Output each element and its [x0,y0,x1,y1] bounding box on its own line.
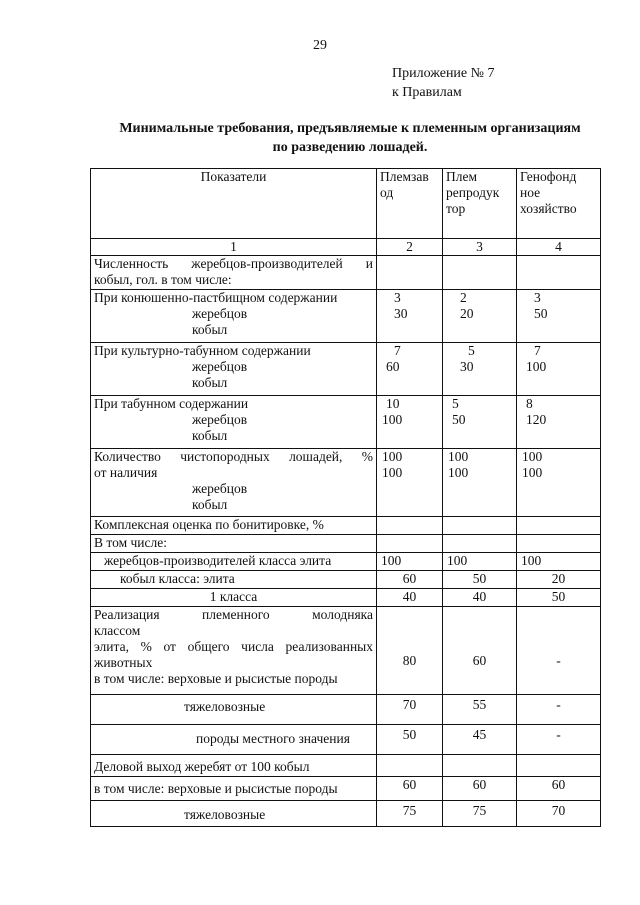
value-stallions: 100 [448,449,469,464]
sub-label-mares: кобыл [192,375,228,390]
value-cell: 45 [443,725,517,755]
value-cell: 50 [377,725,443,755]
table-row [91,725,601,755]
appendix-reference [392,64,495,102]
table-row [91,553,601,571]
row-label-text: тяжеловозные [184,807,266,822]
table-header-row [91,169,601,239]
row-label-text: жеребцов-производителей класса элита [104,553,332,568]
header-breeding-reproducer [443,169,517,239]
value-cell [517,449,601,517]
row-label-line: Реализация племенного молодняка [94,607,373,622]
sub-label-stallions: жеребцов [192,481,248,496]
row-title: При конюшенно-пастбищном содержании [94,290,338,305]
value-cell [443,396,517,449]
value-cell: 40 [443,589,517,607]
value-cell: 60 [377,777,443,801]
row-label [91,571,377,589]
header-col3-line-2: репродук [446,185,500,200]
empty-cell [377,256,443,290]
document-title [60,119,640,157]
row-label [91,695,377,725]
value-cell: 100 [377,553,443,571]
value-cell [443,343,517,396]
value-cell: 20 [517,571,601,589]
row-label [91,801,377,827]
value-cell: 75 [443,801,517,827]
empty-cell [443,535,517,553]
value-cell: - [517,607,601,695]
appendix-line-2: к Правилам [392,85,462,100]
value-cell [517,396,601,449]
empty-cell [377,755,443,777]
row-label [91,607,377,695]
value-cell: 60 [443,607,517,695]
row-label [91,553,377,571]
header-indicators: Показатели [91,169,377,239]
value-stallions: 10 [386,396,400,411]
table-row [91,755,601,777]
column-number: 3 [443,239,517,256]
sub-label-mares: кобыл [192,428,228,443]
value-cell [377,290,443,343]
value-mares: 120 [526,412,547,427]
table-row [91,777,601,801]
value-cell [377,343,443,396]
value-cell: 60 [377,571,443,589]
header-col4-line-1: Генофонд [520,169,577,184]
table-row [91,517,601,535]
row-label: в том числе: верховые и рысистые породы [91,777,377,801]
appendix-line-1: Приложение № 7 [392,66,495,81]
value-cell: 60 [517,777,601,801]
value-cell [377,396,443,449]
row-label: Деловой выход жеребят от 100 кобыл [91,755,377,777]
value-cell: 100 [517,553,601,571]
value-cell [517,290,601,343]
empty-cell [443,755,517,777]
empty-cell [517,256,601,290]
value-stallions: 100 [522,449,543,464]
empty-cell [517,517,601,535]
row-label [91,589,377,607]
empty-cell [443,256,517,290]
row-label-line: в том числе: верховые и рысистые породы [94,671,338,686]
value-cell: 80 [377,607,443,695]
table-row [91,449,601,517]
header-col4-line-2: ное [520,185,541,200]
value-cell: 75 [377,801,443,827]
header-col2-line-2: од [380,185,394,200]
empty-cell [377,517,443,535]
row-label [91,343,377,396]
value-cell: - [517,725,601,755]
page-number: 29 [313,38,327,53]
row-title: При культурно-табунном содержании [94,343,311,358]
value-mares: 30 [460,359,474,374]
row-label-line: классом [94,623,141,638]
value-mares: 30 [394,306,408,321]
value-stallions: 100 [382,449,403,464]
row-label: В том числе: [91,535,377,553]
value-cell [443,290,517,343]
value-stallions: 7 [534,343,541,358]
table-row [91,801,601,827]
sub-label-mares: кобыл [192,322,228,337]
value-stallions: 5 [452,396,459,411]
row-label-line: Количество чистопородных лошадей, % [94,449,373,464]
value-cell [517,343,601,396]
row-label [91,449,377,517]
table-row [91,343,601,396]
value-stallions: 2 [460,290,467,305]
header-col4-line-3: хозяйство [520,201,577,216]
row-label-text: кобыл класса: элита [120,571,235,586]
value-mares: 100 [526,359,547,374]
header-breeding-plant [377,169,443,239]
column-number-row [91,239,601,256]
value-cell: 55 [443,695,517,725]
value-cell: 50 [443,571,517,589]
value-stallions: 3 [534,290,541,305]
table-row [91,571,601,589]
row-title: При табунном содержании [94,396,249,411]
column-number: 4 [517,239,601,256]
row-label [91,256,377,290]
row-label-line: кобыл, гол. в том числе: [94,272,232,287]
value-stallions: 8 [526,396,533,411]
header-col3-line-1: Плем [446,169,478,184]
row-label-line: элита, % от общего числа реализованных [94,639,373,654]
row-label [91,290,377,343]
value-mares: 50 [534,306,548,321]
value-stallions: 5 [468,343,475,358]
value-cell: 60 [443,777,517,801]
sub-label-stallions: жеребцов [192,306,248,321]
sub-label-stallions: жеребцов [192,412,248,427]
empty-cell [517,535,601,553]
table-row [91,256,601,290]
value-cell: - [517,695,601,725]
row-label-line: Численность жеребцов-производителей и [94,256,373,271]
value-stallions: 3 [394,290,401,305]
empty-cell [517,755,601,777]
value-cell: 50 [517,589,601,607]
table-row [91,607,601,695]
value-stallions: 7 [394,343,401,358]
value-cell: 100 [443,553,517,571]
empty-cell [443,517,517,535]
row-label-line: животных [94,655,153,670]
value-mares: 20 [460,306,474,321]
value-mares: 100 [382,412,403,427]
row-label-text: породы местного значения [196,731,350,746]
sub-label-stallions: жеребцов [192,359,248,374]
table-row [91,695,601,725]
row-label-text: 1 класса [209,589,258,604]
value-mares: 50 [452,412,466,427]
value-cell: 70 [517,801,601,827]
value-cell [377,449,443,517]
row-label-line: от наличия [94,465,158,480]
table-row [91,535,601,553]
requirements-table [90,168,601,827]
value-mares: 60 [386,359,400,374]
value-mares: 100 [448,465,469,480]
value-cell: 70 [377,695,443,725]
value-mares: 100 [382,465,403,480]
row-label [91,725,377,755]
sub-label-mares: кобыл [192,497,228,512]
row-label: Комплексная оценка по бонитировке, % [91,517,377,535]
column-number: 2 [377,239,443,256]
table-row [91,396,601,449]
header-gene-pool-farm [517,169,601,239]
row-label [91,396,377,449]
title-line-2: по разведению лошадей. [272,140,428,155]
row-label-text: тяжеловозные [184,699,266,714]
table-row [91,290,601,343]
value-cell [443,449,517,517]
title-line-1: Минимальные требования, предъявляемые к племенным организациям [119,121,581,136]
value-mares: 100 [522,465,543,480]
column-number: 1 [91,239,377,256]
header-col3-line-3: тор [446,201,466,216]
value-cell: 40 [377,589,443,607]
header-col2-line-1: Племзав [380,169,429,184]
empty-cell [377,535,443,553]
table-row [91,589,601,607]
